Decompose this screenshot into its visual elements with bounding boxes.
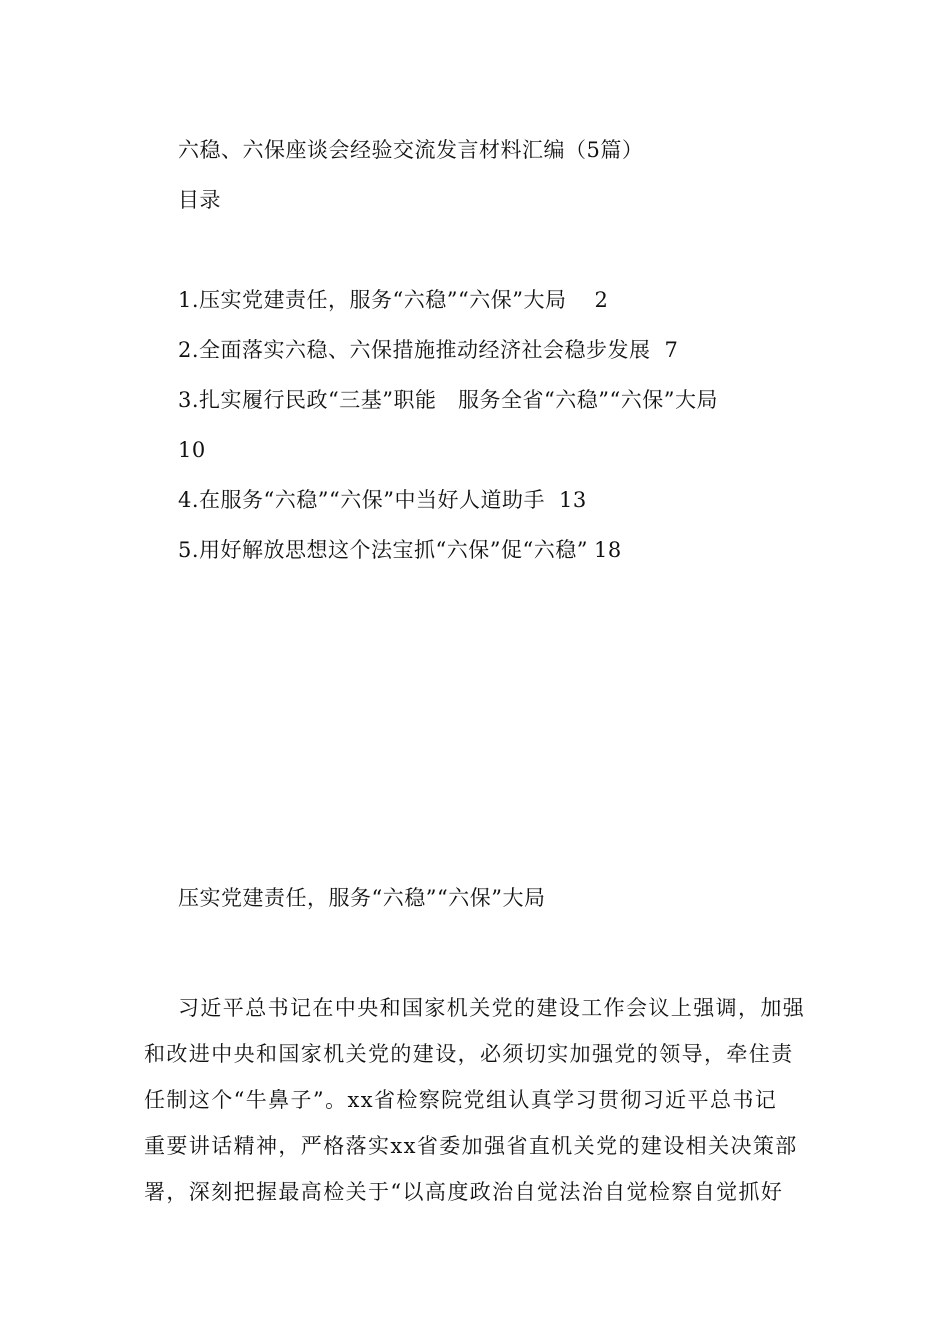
toc-item-label: 1.压实党建责任，服务“六稳”“六保”大局 — [178, 288, 567, 312]
toc-item-continued — [178, 436, 206, 464]
toc-item-page: 7 — [664, 338, 679, 362]
toc-item-label: 5.用好解放思想这个法宝抓“六保”促“六稳” — [178, 538, 588, 562]
toc-item-page: 13 — [558, 488, 587, 512]
toc-item-label: 3.扎实履行民政“三基”职能 服务全省“六稳”“六保”大局 — [178, 388, 718, 412]
toc-item[interactable] — [178, 336, 678, 364]
paragraph-line: 署，深刻把握最高检关于“以高度政治自觉法治自觉检察自觉抓好 — [144, 1180, 784, 1204]
toc-item-label: 2.全面落实六稳、六保措施推动经济社会稳步发展 — [178, 338, 651, 362]
paragraph-line: 任制这个“牛鼻子”。xx省检察院党组认真学习贯彻习近平总书记 — [144, 1088, 778, 1112]
toc-item-page: 18 — [593, 538, 622, 562]
toc-heading: 目录 — [178, 188, 221, 212]
toc-item[interactable] — [178, 536, 622, 564]
toc-item[interactable] — [178, 486, 587, 514]
paragraph-line: 和改进中央和国家机关党的建设，必须切实加强党的领导，牵住责 — [144, 1042, 794, 1066]
document-title: 六稳、六保座谈会经验交流发言材料汇编（5篇） — [178, 138, 644, 162]
toc-item-page: 10 — [178, 438, 206, 462]
paragraph-line: 重要讲话精神，严格落实xx省委加强省直机关党的建设相关决策部 — [144, 1134, 798, 1158]
toc-item[interactable] — [178, 286, 608, 314]
toc-item[interactable] — [178, 386, 718, 414]
body-paragraph — [144, 985, 814, 1215]
toc-item-label: 4.在服务“六稳”“六保”中当好人道助手 — [178, 488, 545, 512]
paragraph-line: 习近平总书记在中央和国家机关党的建设工作会议上强调，加强 — [178, 996, 806, 1020]
toc-item-page: 2 — [594, 288, 609, 312]
section-title: 压实党建责任，服务“六稳”“六保”大局 — [178, 886, 546, 910]
